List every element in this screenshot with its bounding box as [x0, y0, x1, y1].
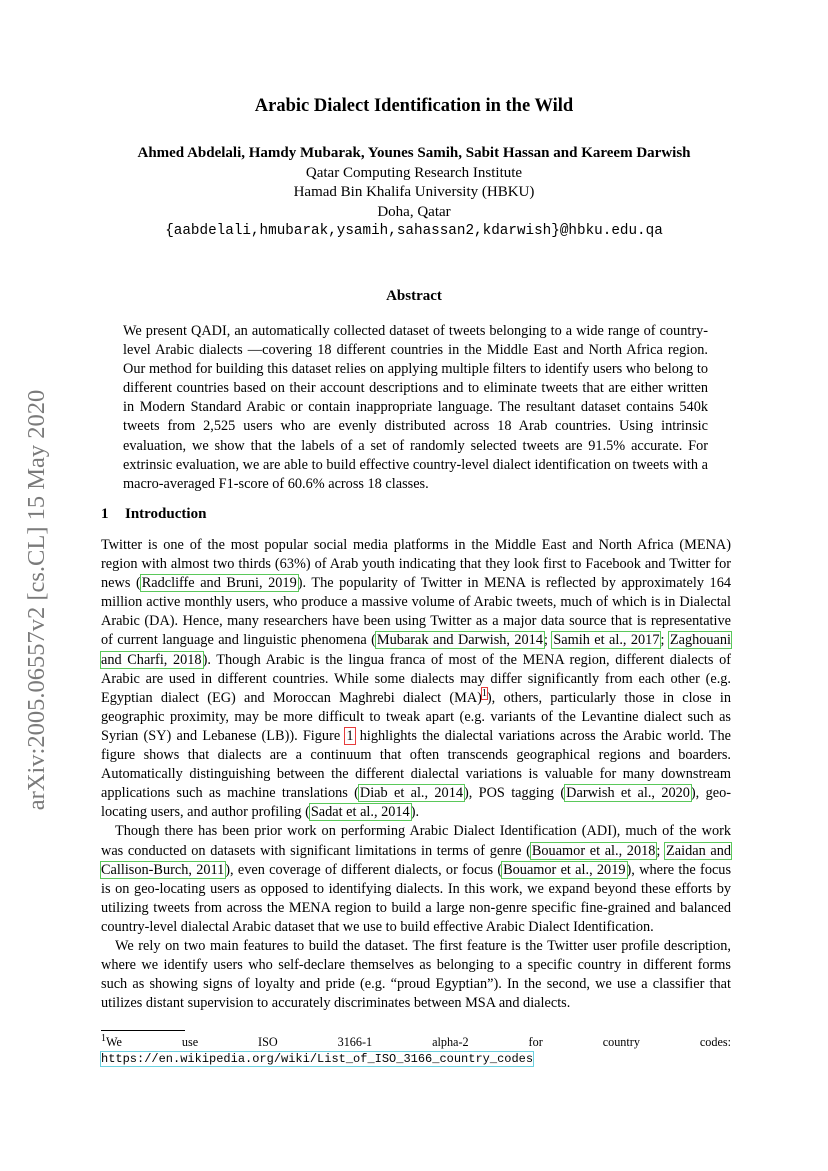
citation-link[interactable]: Zaidan and Callison-Burch, 2011 — [101, 842, 732, 878]
citation-link[interactable]: Zaghouani and Charfi, 2018 — [101, 632, 731, 668]
text-run: Though there has been prior work on performing Arabic Dialect Identification (ADI), much of the work was conducted on datasets with significant limitations in terms of genre ( — [101, 823, 731, 859]
footnote-text: We use ISO 3166-1 alpha-2 for country codes: — [106, 1035, 731, 1049]
arxiv-id: arXiv:2005.06557v2 [cs.CL] 15 May 2020 — [23, 389, 50, 811]
text-run: ). The popularity of Twitter in MENA is reflected by approximately 164 million active monthly users, who produce a massive volume of Arabic tweets, much of which is in Dialectal Arabic (DA). Hence, many researchers have been using Twitter as a major data source that is representative of current language and linguistic phenomena ( — [101, 575, 732, 649]
footnote-url-link[interactable]: https://en.wikipedia.org/wiki/List_of_ISO_3166_country_codes — [101, 1052, 534, 1066]
paper-title: Arabic Dialect Identification in the Wild — [254, 96, 574, 116]
citation-link[interactable]: Bouamor et al., 2018 — [531, 842, 656, 859]
author-block — [0, 144, 828, 242]
footnote-rule — [101, 1030, 185, 1031]
section-body — [101, 536, 731, 1013]
text-run: ), geo-locating users, and author profiling ( — [101, 785, 731, 821]
text-run: ), others, particularly those in close in geographic proximity, may be more difficult to tweak apart (e.g. variants of the Levantine dialect such as Syrian (SY) and Lebanese (LB)). Figure — [101, 689, 731, 744]
text-run: ), even coverage of different dialects, or focus ( — [225, 861, 503, 878]
arxiv-sidebar-stamp — [22, 355, 52, 845]
text-run: ), POS tagging ( — [464, 785, 566, 802]
figure-link[interactable]: 1 — [346, 727, 354, 744]
section-heading — [101, 506, 206, 523]
text-run: ), where the focus is on geo-locating users as opposed to identifying dialects. In this work, we expand beyond these efforts by utilizing tweets from across the MENA region to build a large non-genre specific fine-grained and balanced country-level dialectal Arabic dataset that we use to build effective Arabic Dialect Identification. — [101, 861, 732, 935]
affiliation-line: Doha, Qatar — [377, 203, 451, 220]
text-run: ). Though Arabic is the lingua franca of most of the MENA region, different dialects of Arabic are used in different countries. While some dialects may differ significantly from each other (e.g. Egyptian dialect (EG) and Moroccan Maghrebi dialect (MA) — [101, 651, 731, 706]
citation-link[interactable]: Samih et al., 2017 — [553, 632, 660, 649]
paragraph — [101, 536, 731, 822]
paragraph: We rely on two main features to build the dataset. The first feature is the Twitter user profile description, where we identify users who self-declare themselves as belonging to a specific country in different forms such as showing signs of loyalty and pride (e.g. “proud Egyptian”). In the second, we use a classifier that utilizes distant supervision to accurately discriminates between MSA and dialects. — [101, 937, 731, 1012]
section-title: Introduction — [125, 506, 207, 522]
author-names: Ahmed Abdelali, Hamdy Mubarak, Younes Samih, Sabit Hassan and Kareem Darwish — [137, 145, 691, 161]
citation-link[interactable]: Darwish et al., 2020 — [566, 785, 690, 802]
footnote — [101, 1034, 731, 1067]
citation-link[interactable]: Bouamor et al., 2019 — [503, 861, 626, 878]
affiliation-line: Hamad Bin Khalifa University (HBKU) — [293, 184, 535, 200]
citation-link[interactable]: Mubarak and Darwish, 2014 — [376, 632, 543, 649]
abstract-heading: Abstract — [386, 288, 442, 304]
text-run: ; — [543, 632, 553, 649]
paragraph — [101, 822, 731, 937]
text-run: Twitter is one of the most popular social media platforms in the Middle East and North Africa (MENA) region with almost two thirds (63%) of Arab youth indicating that they look first to Facebook and Twitter for news ( — [101, 537, 731, 592]
citation-link[interactable]: Radcliffe and Bruni, 2019 — [141, 575, 297, 592]
citation-link[interactable]: Diab et al., 2014 — [359, 785, 463, 802]
text-run: ). — [410, 804, 420, 821]
affiliation-line: Qatar Computing Research Institute — [305, 164, 523, 181]
text-run: highlights the dialectal variations across the Arabic world. The figure shows that dialects are a continuum that often transcends geographical regions and boarders. Automatically distinguishing between the different dialectal variations is valuable for many downstream applications such as machine translations ( — [101, 727, 731, 802]
citation-link[interactable]: Sadat et al., 2014 — [310, 804, 410, 821]
text-run: ; — [656, 842, 666, 859]
text-run: ; — [660, 632, 669, 649]
footnote-mark: 1 — [101, 1032, 106, 1044]
section-number: 1 — [101, 506, 109, 522]
footnote-link[interactable]: 1 — [481, 687, 487, 699]
author-emails: {aabdelali,hmubarak,ysamih,sahassan2,kdarwish}@hbku.edu.qa — [165, 223, 663, 239]
abstract-text: We present QADI, an automatically collected dataset of tweets belonging to a wide range of country-level Arabic dialects —covering 18 different countries in the Middle East and North Africa region. Our method for building this dataset relies on applying multiple filters to identify users who belong to different countries based on their account descriptions and to eliminate tweets that are either written in Modern Standard Arabic or contain inappropriate language. The resultant dataset contains 540k tweets from 2,525 users who are evenly distributed across 18 Arab countries. Using intrinsic evaluation, we show that the labels of a set of randomly selected tweets are 91.5% accurate. For extrinsic evaluation, we are able to build effective country-level dialect identification on tweets with a macro-averaged F1-score of 60.6% across 18 classes. — [123, 323, 708, 492]
